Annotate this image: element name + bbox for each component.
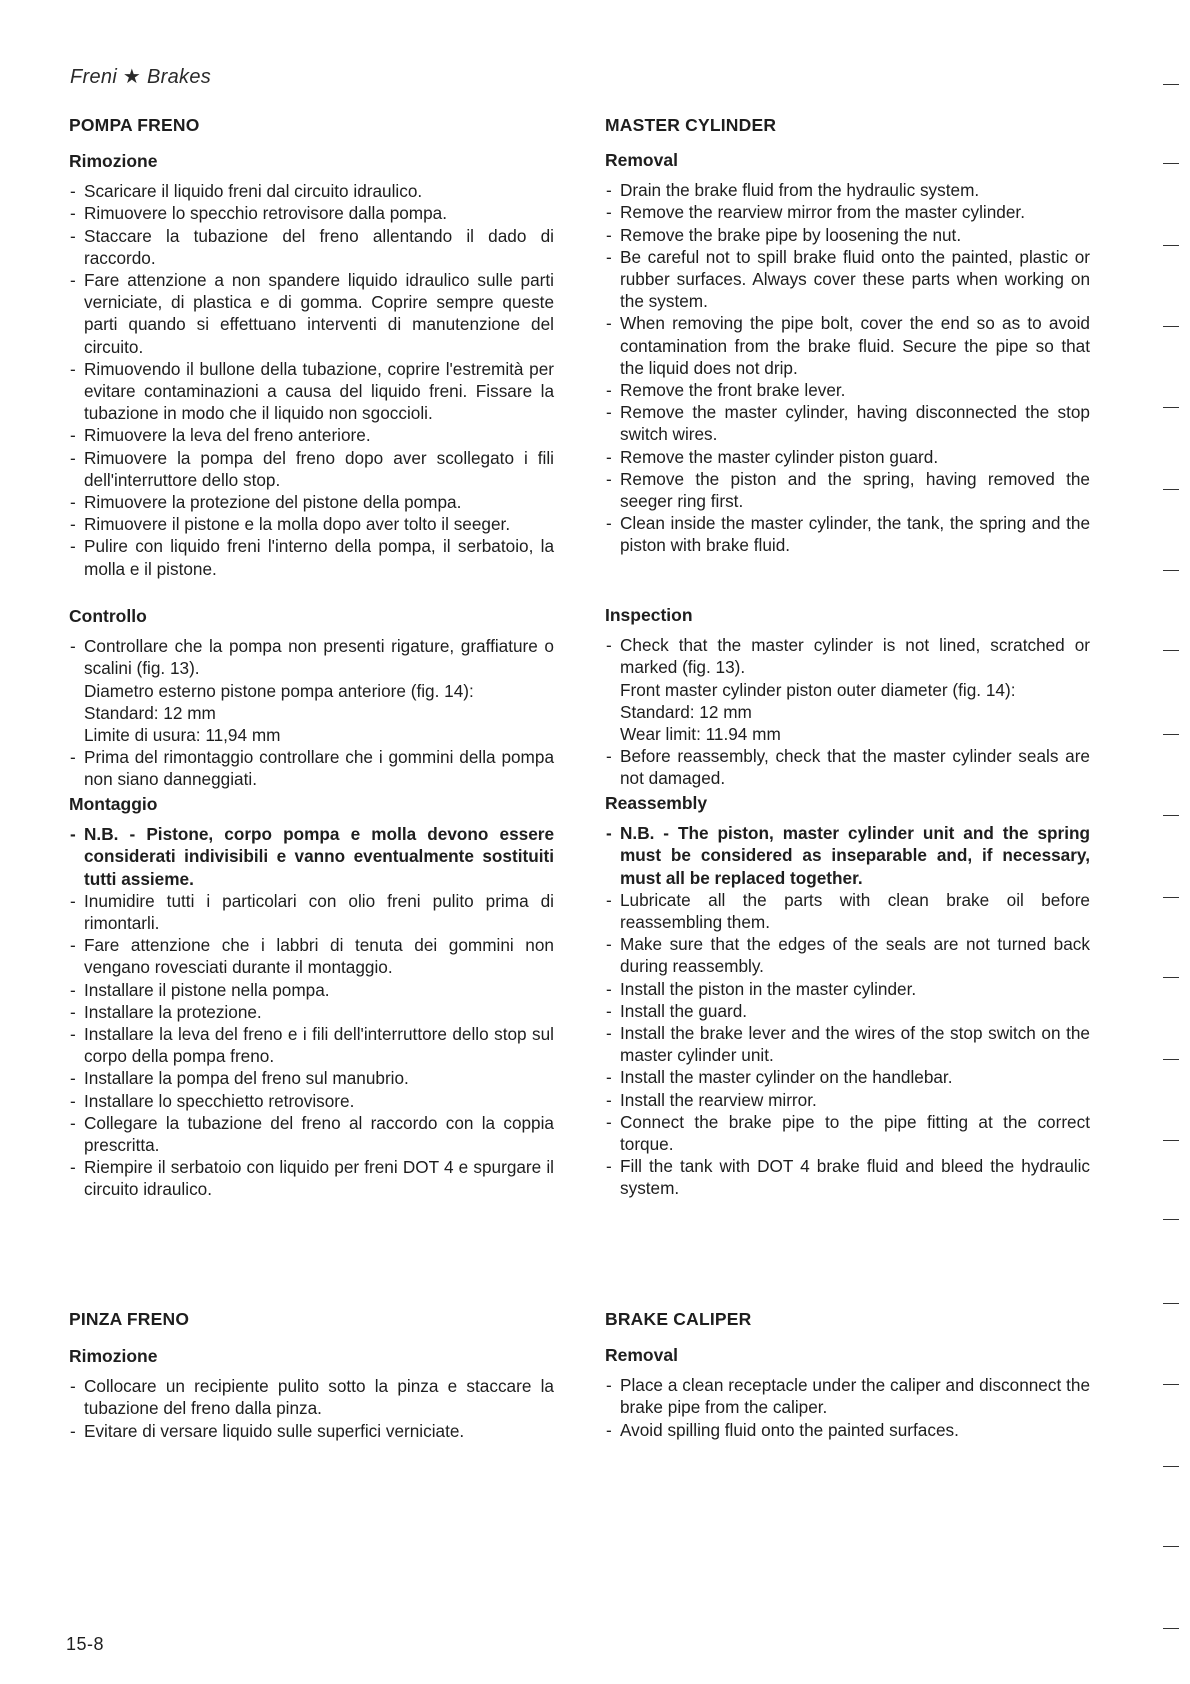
list-item: - Controllare che la pompa non presenti rigature, graffiature o scalini (fig. 13). [69,635,554,679]
list-item: - Rimuovere la protezione del pistone della pompa. [69,491,554,513]
spec-line: Standard: 12 mm [84,702,216,723]
list-item: - Rimuovere il pistone e la molla dopo aver tolto il seeger. [69,513,554,535]
left-reassembly-section [69,793,554,1201]
right-reassembly-list [605,822,1090,1199]
list-item: - Installare la pompa del freno sul manubrio. [69,1067,554,1089]
list-item: - Connect the brake pipe to the pipe fitting at the correct torque. [605,1111,1090,1155]
note-item: - N.B. - Pistone, corpo pompa e molla devono essere considerati indivisibili e vanno eventualmente sostituiti tutti assieme. [69,823,554,890]
margin-tick [1163,1384,1179,1385]
list-item: - Rimuovere la pompa del freno dopo aver scollegato i fili dell'interruttore dello stop. [69,447,554,491]
list-item: - Remove the master cylinder, having disconnected the stop switch wires. [605,401,1090,445]
list-item: - Remove the piston and the spring, having removed the seeger ring first. [605,468,1090,512]
right-reassembly-section [605,792,1090,1200]
list-item: - Install the rearview mirror. [605,1089,1090,1111]
left-master-title: POMPA FRENO [69,115,200,135]
left-removal-title: Rimozione [69,151,158,171]
left-caliper-removal-section [69,1345,554,1442]
margin-tick [1163,1219,1179,1220]
list-item: - Rimuovere la leva del freno anteriore. [69,424,554,446]
list-item: - Avoid spilling fluid onto the painted surfaces. [605,1419,1090,1441]
list-item: - Place a clean receptacle under the caliper and disconnect the brake pipe from the caliper. [605,1374,1090,1418]
list-item: - Evitare di versare liquido sulle superfici verniciate. [69,1420,554,1442]
list-item: - Remove the master cylinder piston guard. [605,446,1090,468]
right-removal-list [605,179,1090,556]
list-item: - Rimuovere lo specchio retrovisore dalla pompa. [69,202,554,224]
list-item: - Installare lo specchietto retrovisore. [69,1090,554,1112]
margin-tick [1163,407,1179,408]
left-caliper-removal-title: Rimozione [69,1346,158,1366]
margin-tick [1163,570,1179,571]
list-item: - Remove the brake pipe by loosening the nut. [605,224,1090,246]
right-removal-title: Removal [605,150,678,170]
left-reassembly-list [69,823,554,1200]
list-item: - Rimuovendo il bullone della tubazione, coprire l'estremità per evitare contaminazioni a causa del liquido freni. Fissare la tubazione in modo che il liquido non sgoccioli. [69,358,554,425]
list-item: - Pulire con liquido freni l'interno della pompa, il serbatoio, la molla e il pistone. [69,535,554,579]
list-item: - Installare la leva del freno e i fili dell'interruttore dello stop sul corpo della pompa freno. [69,1023,554,1067]
margin-tick [1163,163,1179,164]
margin-tick [1163,489,1179,490]
list-item: - Install the piston in the master cylinder. [605,978,1090,1000]
right-inspection-list [605,634,1090,789]
list-item: - Install the brake lever and the wires of the stop switch on the master cylinder unit. [605,1022,1090,1066]
margin-tick [1163,245,1179,246]
left-master-section [69,114,554,136]
list-item: - Be careful not to spill brake fluid onto the painted, plastic or rubber surfaces. Always cover these parts when working on the system. [605,246,1090,313]
margin-tick [1163,1303,1179,1304]
left-caliper-title: PINZA FRENO [69,1309,190,1329]
page-header: Freni ★ Brakes [70,66,212,88]
margin-tick [1163,1466,1179,1467]
list-item: - Scaricare il liquido freni dal circuito idraulico. [69,180,554,202]
list-item: - Riempire il serbatoio con liquido per freni DOT 4 e spurgare il circuito idraulico. [69,1156,554,1200]
list-item: - When removing the pipe bolt, cover the end so as to avoid contamination from the brake fluid. Secure the pipe so that the liquid does not drip. [605,312,1090,379]
right-caliper-section [605,1308,1090,1330]
list-item: - Install the master cylinder on the handlebar. [605,1066,1090,1088]
list-item: - Drain the brake fluid from the hydraulic system. [605,179,1090,201]
margin-tick [1163,815,1179,816]
list-item: - Make sure that the edges of the seals are not turned back during reassembly. [605,933,1090,977]
list-item: - Check that the master cylinder is not lined, scratched or marked (fig. 13). [605,634,1090,678]
list-item: - Remove the front brake lever. [605,379,1090,401]
right-master-section [605,114,1090,136]
margin-tick [1163,734,1179,735]
right-reassembly-title: Reassembly [605,793,708,813]
list-item: - Staccare la tubazione del freno allentando il dado di raccordo. [69,225,554,269]
page-number: 15-8 [66,1634,105,1654]
margin-tick [1163,977,1179,978]
left-inspection-section [69,605,554,791]
list-item: - Clean inside the master cylinder, the tank, the spring and the piston with brake fluid. [605,512,1090,556]
right-inspection-title: Inspection [605,605,693,625]
left-caliper-list [69,1375,554,1442]
spec-line: Diametro esterno pistone pompa anteriore (fig. 14): [84,680,474,701]
left-removal-section [69,150,554,580]
list-item: - Collocare un recipiente pulito sotto la pinza e staccare la tubazione del freno dalla pinza. [69,1375,554,1419]
list-item: - Collegare la tubazione del freno al raccordo con la coppia prescritta. [69,1112,554,1156]
right-inspection-section [605,604,1090,790]
left-inspection-list [69,635,554,790]
left-caliper-section [69,1308,554,1330]
spec-line: Front master cylinder piston outer diameter (fig. 14): [620,679,1016,700]
spec-line: Standard: 12 mm [620,701,752,722]
margin-tick [1163,1546,1179,1547]
list-item: - Lubricate all the parts with clean brake oil before reassembling them. [605,889,1090,933]
right-caliper-list [605,1374,1090,1441]
list-item: - Prima del rimontaggio controllare che i gommini della pompa non siano danneggiati. [69,746,554,790]
spec-line: Wear limit: 11.94 mm [620,724,781,745]
right-caliper-title: BRAKE CALIPER [605,1309,752,1329]
margin-tick [1163,1140,1179,1141]
margin-tick [1163,326,1179,327]
list-item: - Fare attenzione che i labbri di tenuta dei gommini non vengano rovesciati durante il montaggio. [69,934,554,978]
right-removal-section [605,149,1090,557]
list-item: - Fill the tank with DOT 4 brake fluid and bleed the hydraulic system. [605,1155,1090,1199]
left-reassembly-title: Montaggio [69,794,158,814]
left-removal-list [69,180,554,580]
list-item: - Install the guard. [605,1000,1090,1022]
margin-tick [1163,897,1179,898]
margin-tick [1163,84,1179,85]
margin-tick [1163,1059,1179,1060]
margin-tick [1163,650,1179,651]
list-item: - Remove the rearview mirror from the master cylinder. [605,201,1090,223]
list-item: - Fare attenzione a non spandere liquido idraulico sulle parti verniciate, di plastica e di gomma. Coprire sempre queste parti quando si effettuano interventi di manutenzione del circuito. [69,269,554,358]
right-caliper-removal-title: Removal [605,1345,678,1365]
list-item: - Before reassembly, check that the master cylinder seals are not damaged. [605,745,1090,789]
right-caliper-removal-section [605,1344,1090,1441]
left-inspection-title: Controllo [69,606,147,626]
spec-line: Limite di usura: 11,94 mm [84,725,281,746]
list-item: - Inumidire tutti i particolari con olio freni pulito prima di rimontarli. [69,890,554,934]
list-item: - Installare il pistone nella pompa. [69,979,554,1001]
right-master-title: MASTER CYLINDER [605,115,777,135]
note-item: - N.B. - The piston, master cylinder unit and the spring must be considered as inseparable and, if necessary, must all be replaced together. [605,822,1090,889]
margin-tick [1163,1628,1179,1629]
list-item: - Installare la protezione. [69,1001,554,1023]
